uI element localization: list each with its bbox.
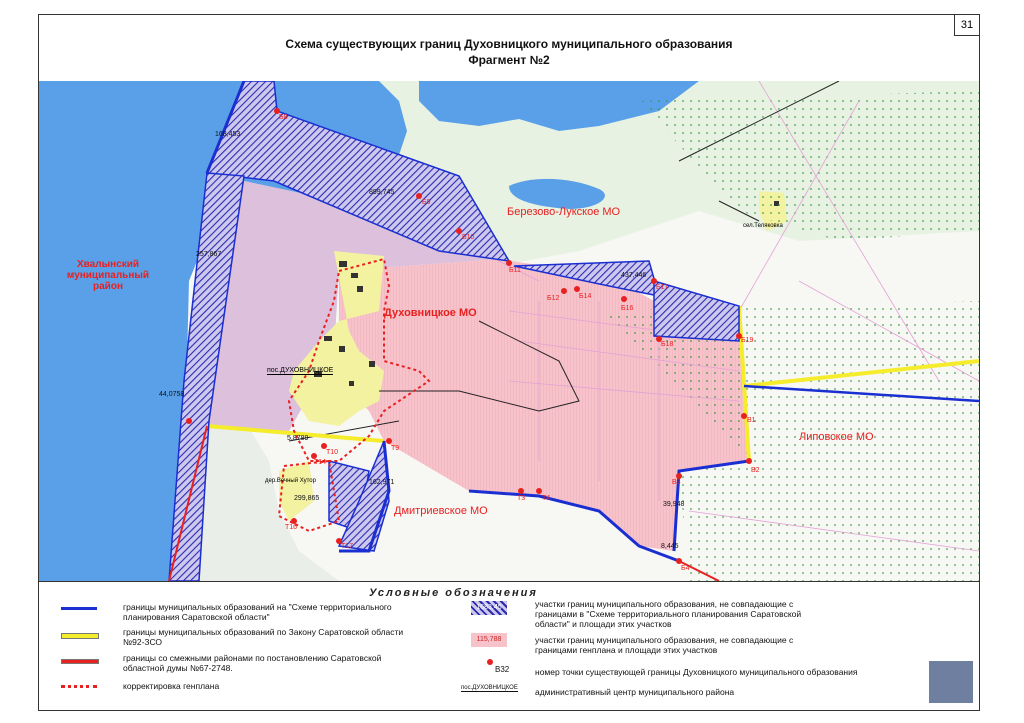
point-label: В1 (747, 417, 756, 424)
settlement-label-pos: пос.ДУХОВНИЦКОЕ (267, 367, 334, 374)
map-canvas (39, 81, 979, 581)
legend-swatch-hatched: 1683,45 (471, 601, 507, 615)
legend-title: Условные обозначения (369, 587, 538, 599)
distance-label: 44,0758 (159, 391, 185, 398)
legend-text: административный центр муниципального района (535, 687, 735, 697)
legend-text: участки границ муниципального образования, не совпадающие с границами в "Схеме территориального планирования Саратовской области" и площади этих участков (535, 599, 802, 629)
distance-label: 299,865 (294, 495, 320, 502)
point-label: Т17 (341, 543, 354, 550)
legend-text: границы муниципальных образований по Закону Саратовской области №92-ЗСО (123, 627, 404, 647)
point-label: Т14 (314, 459, 327, 466)
point-label: Б18 (661, 341, 674, 348)
point-label: Т3 (517, 495, 526, 502)
legend-pos-label: пос.ДУХОВНИЦКОЕ (461, 685, 518, 691)
legend-point-label: В32 (495, 665, 510, 674)
settlement-label-telyakovka: сел.Теляковка (743, 223, 783, 229)
distance-label: 899,745 (369, 189, 395, 196)
legend-swatch-law-border (61, 633, 99, 639)
legend-text: границы муниципальных образований на "Схеме территориального планирования Саратовской области" (123, 602, 392, 622)
legend-swatch-pink: 115,788 (471, 633, 507, 647)
point-label: Б19 (741, 337, 754, 344)
point-label: Т16 (285, 524, 298, 531)
distance-label: 5,8789 (287, 435, 309, 442)
legend-swatch-district-border (61, 659, 99, 664)
distance-label: 437,446 (621, 272, 647, 279)
distance-label: 257,867 (196, 251, 222, 258)
page-number: 31 (954, 15, 979, 36)
point-label: Б14 (579, 293, 592, 300)
region-label-lipovskoe: Липовское МО (799, 431, 874, 443)
legend-text: участки границ муниципального образования, не совпадающие с границами генплана и площади этих участков (535, 635, 794, 655)
distance-label: 162,971 (369, 479, 395, 486)
point-label: Т10 (326, 449, 339, 456)
distance-label: 168,453 (215, 131, 241, 138)
distance-label: 39,948 (663, 501, 685, 508)
legend (39, 581, 979, 710)
point-label: Б11 (509, 267, 521, 274)
region-label-dukhovnitskoe: Духовницкое МО (384, 307, 477, 319)
point-label: В2 (751, 467, 760, 474)
legend-swatch-genplan (61, 685, 97, 688)
legend-text: корректировка генплана (123, 681, 220, 691)
point-label: В3 (672, 479, 681, 486)
region-label-dmitrievskoe: Дмитриевское МО (394, 505, 488, 517)
map-title: Схема существующих границ Духовницкого муниципального образования (285, 37, 733, 51)
region-label-khvalynsky: Хвалынский муниципальный район (66, 259, 150, 292)
point-label: Б4 (681, 565, 690, 572)
region-label-berezovo: Березово-Лукское МО (507, 206, 621, 218)
map-sheet (38, 14, 980, 711)
legend-swatch-point (487, 659, 493, 665)
distance-label: 8,445 (661, 543, 679, 550)
map-area[interactable] (39, 81, 979, 582)
point-label: Б8 (279, 114, 288, 121)
map-subtitle: Фрагмент №2 (468, 53, 550, 67)
legend-text: границы со смежными районами по постановлению Саратовской областной думы №67-2748. (123, 653, 382, 673)
corner-logo-icon (929, 661, 973, 703)
legend-swatch-mo-border (61, 607, 97, 610)
point-label: Б9 (422, 199, 431, 206)
point-label: Б10 (462, 234, 475, 241)
point-label: Б17 (656, 284, 669, 291)
legend-text: номер точки существующей границы Духовницкого муниципального образования (535, 667, 858, 677)
settlement-label-vechny: дер.Вечный Хутор (265, 478, 316, 484)
title-block (39, 15, 979, 82)
point-label: Т9 (391, 445, 400, 452)
point-label: Б12 (547, 295, 560, 302)
point-label: Б16 (621, 305, 634, 312)
point-label: Т4 (542, 495, 551, 502)
